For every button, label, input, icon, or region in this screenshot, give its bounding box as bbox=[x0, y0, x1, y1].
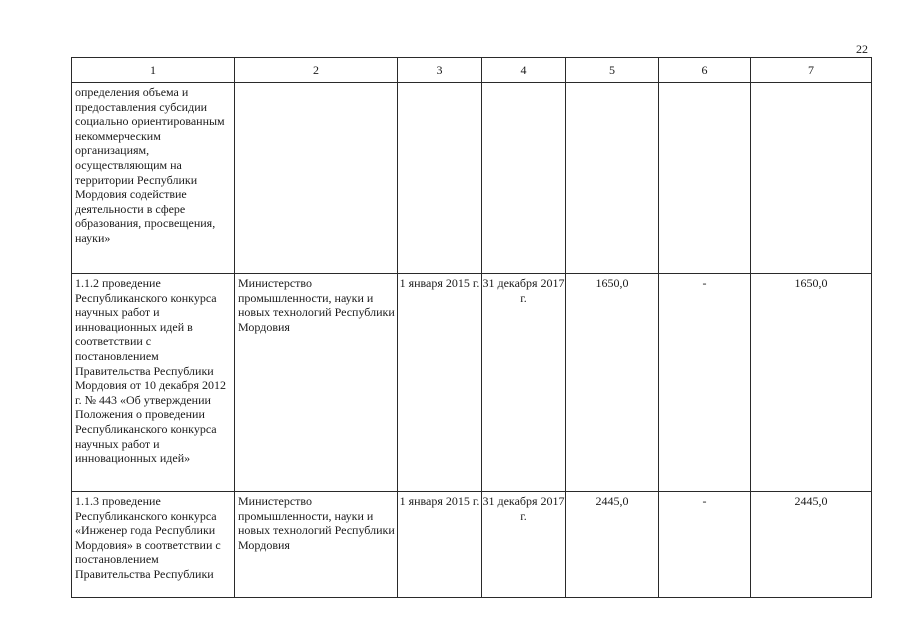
column-header: 4 bbox=[482, 58, 566, 83]
cell-text: определения объема и предоставления субсидии социально ориентированным некоммерческим организациям, осуществляющим на территории Республики Мордовия содействие деятельности в сфере образования, просвещения, науки» bbox=[75, 85, 225, 245]
column-header: 5 bbox=[566, 58, 659, 83]
amount-regional-cell: 2445,0 bbox=[751, 492, 872, 598]
column-header: 1 bbox=[72, 58, 235, 83]
end-date-cell: 31 декабря 2017 г. bbox=[482, 274, 566, 492]
header-row bbox=[72, 58, 872, 83]
column-header: 2 bbox=[235, 58, 398, 83]
start-date-cell: 1 января 2015 г. bbox=[398, 492, 482, 598]
executor-cell: Министерство промышленности, науки и новых технологий Республики Мордовия bbox=[235, 274, 398, 492]
amount-regional-cell bbox=[751, 83, 872, 274]
executor-cell: Министерство промышленности, науки и новых технологий Республики Мордовия bbox=[235, 492, 398, 598]
amount-total-cell: 2445,0 bbox=[566, 492, 659, 598]
end-date-cell: 31 декабря 2017 г. bbox=[482, 492, 566, 598]
measure-description bbox=[72, 274, 235, 492]
cell-text: 1.1.2 проведение Республиканского конкурса научных работ и инновационных идей в соответствии с постановлением Правительства Республики Мордовия от 10 декабря 2012 г. № 443 «Об утверждении Положения о проведении Республиканского конкурса научных работ и инновационных идей» bbox=[75, 276, 227, 466]
table-row bbox=[72, 83, 872, 274]
executor-cell bbox=[235, 83, 398, 274]
page-number: 22 bbox=[856, 42, 868, 56]
amount-federal-cell: - bbox=[659, 274, 751, 492]
amount-total-cell: 1650,0 bbox=[566, 274, 659, 492]
column-header: 3 bbox=[398, 58, 482, 83]
end-date-cell bbox=[482, 83, 566, 274]
start-date-cell: 1 января 2015 г. bbox=[398, 274, 482, 492]
amount-regional-cell: 1650,0 bbox=[751, 274, 872, 492]
measure-description bbox=[72, 83, 235, 274]
amount-federal-cell bbox=[659, 83, 751, 274]
table-row bbox=[72, 274, 872, 492]
column-header: 7 bbox=[751, 58, 872, 83]
start-date-cell bbox=[398, 83, 482, 274]
data-table bbox=[71, 57, 872, 598]
column-header: 6 bbox=[659, 58, 751, 83]
cell-text: 1.1.3 проведение Республиканского конкурса «Инженер года Республики Мордовия» в соответствии с постановлением Правительства Республики bbox=[75, 494, 221, 581]
measure-description bbox=[72, 492, 235, 598]
amount-federal-cell: - bbox=[659, 492, 751, 598]
table-row bbox=[72, 492, 872, 598]
amount-total-cell bbox=[566, 83, 659, 274]
